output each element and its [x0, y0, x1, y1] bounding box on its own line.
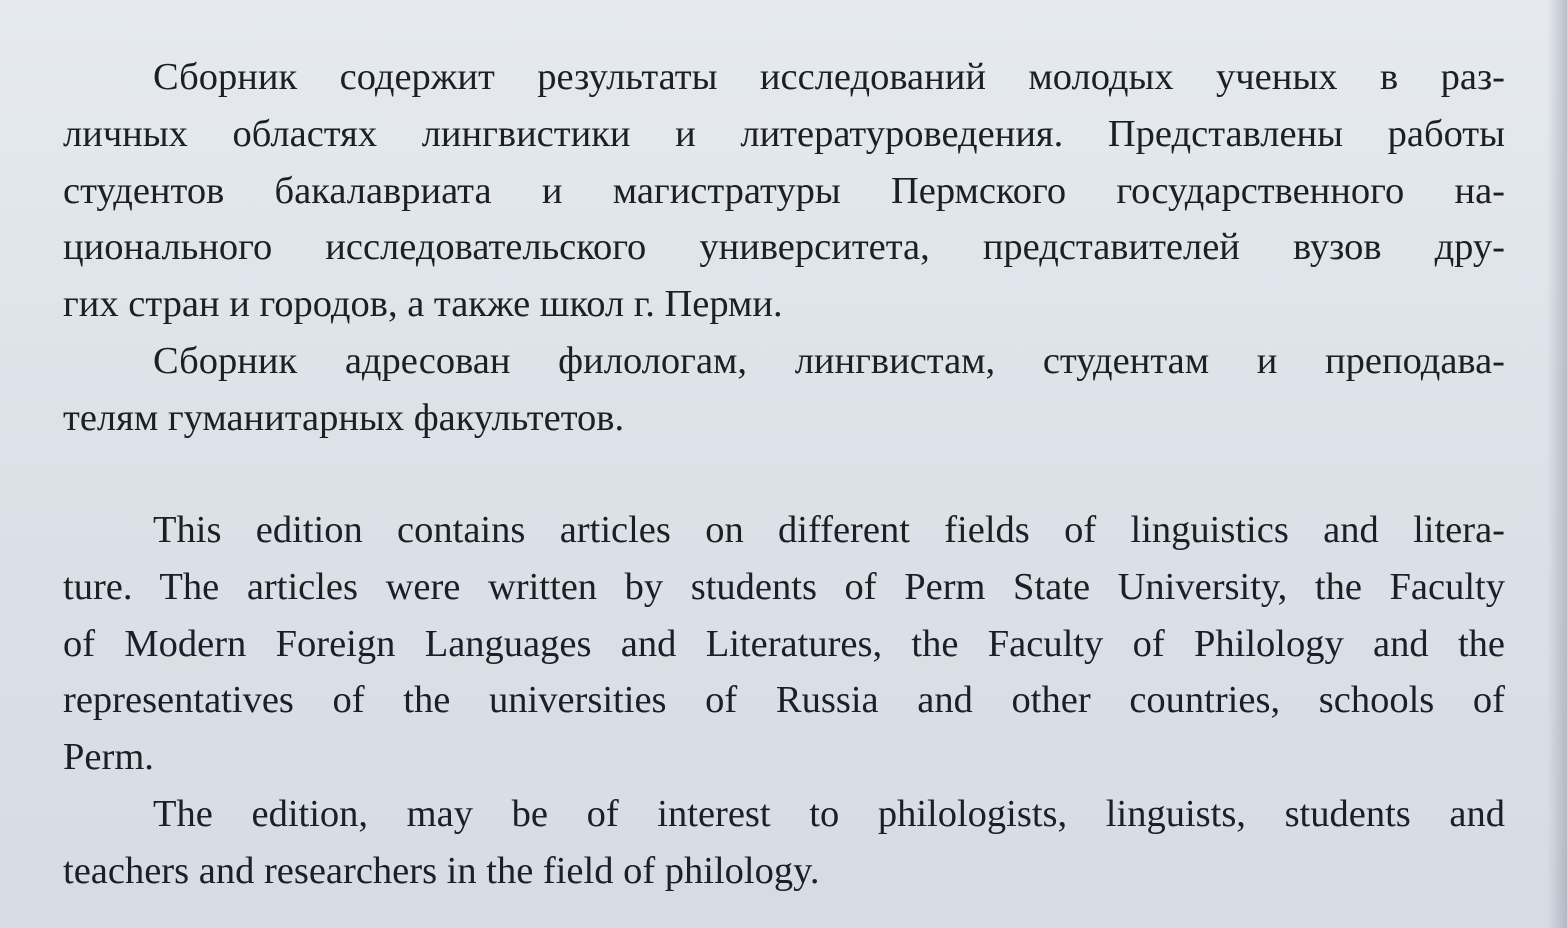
text-line: гих стран и городов, а также школ г. Перми.	[63, 283, 783, 326]
text-line: This edition contains articles on different fields of linguistics and litera-	[153, 509, 1505, 551]
english-abstract	[63, 502, 1505, 900]
russian-abstract	[63, 49, 1505, 447]
english-paragraph-1	[63, 502, 1505, 786]
text-line: Сборник содержит результаты исследований молодых ученых в раз-	[153, 56, 1505, 98]
russian-paragraph-1	[63, 49, 1505, 333]
text-line: телям гуманитарных факультетов.	[63, 396, 625, 439]
text-line: Сборник адресован филологам, лингвистам, студентам и преподава-	[153, 339, 1505, 382]
text-line: ционального исследовательского университета, представителей вузов дру-	[63, 226, 1505, 269]
text-line: личных областях лингвистики и литературоведения. Представлены работы	[63, 112, 1505, 155]
english-paragraph-2	[63, 786, 1505, 900]
page-edge-shadow	[1547, 0, 1567, 928]
text-line: ture. The articles were written by students of Perm State University, the Faculty	[63, 565, 1505, 608]
text-line: teachers and researchers in the field of philology.	[63, 849, 820, 892]
text-line: The edition, may be of interest to philologists, linguists, students and	[153, 792, 1505, 835]
text-line: representatives of the universities of Russia and other countries, schools of	[63, 679, 1505, 722]
text-line: Perm.	[63, 736, 154, 779]
russian-paragraph-2	[63, 333, 1505, 447]
text-line: of Modern Foreign Languages and Literatures, the Faculty of Philology and the	[63, 622, 1505, 665]
text-line: студентов бакалавриата и магистратуры Пермского государственного на-	[63, 169, 1505, 212]
